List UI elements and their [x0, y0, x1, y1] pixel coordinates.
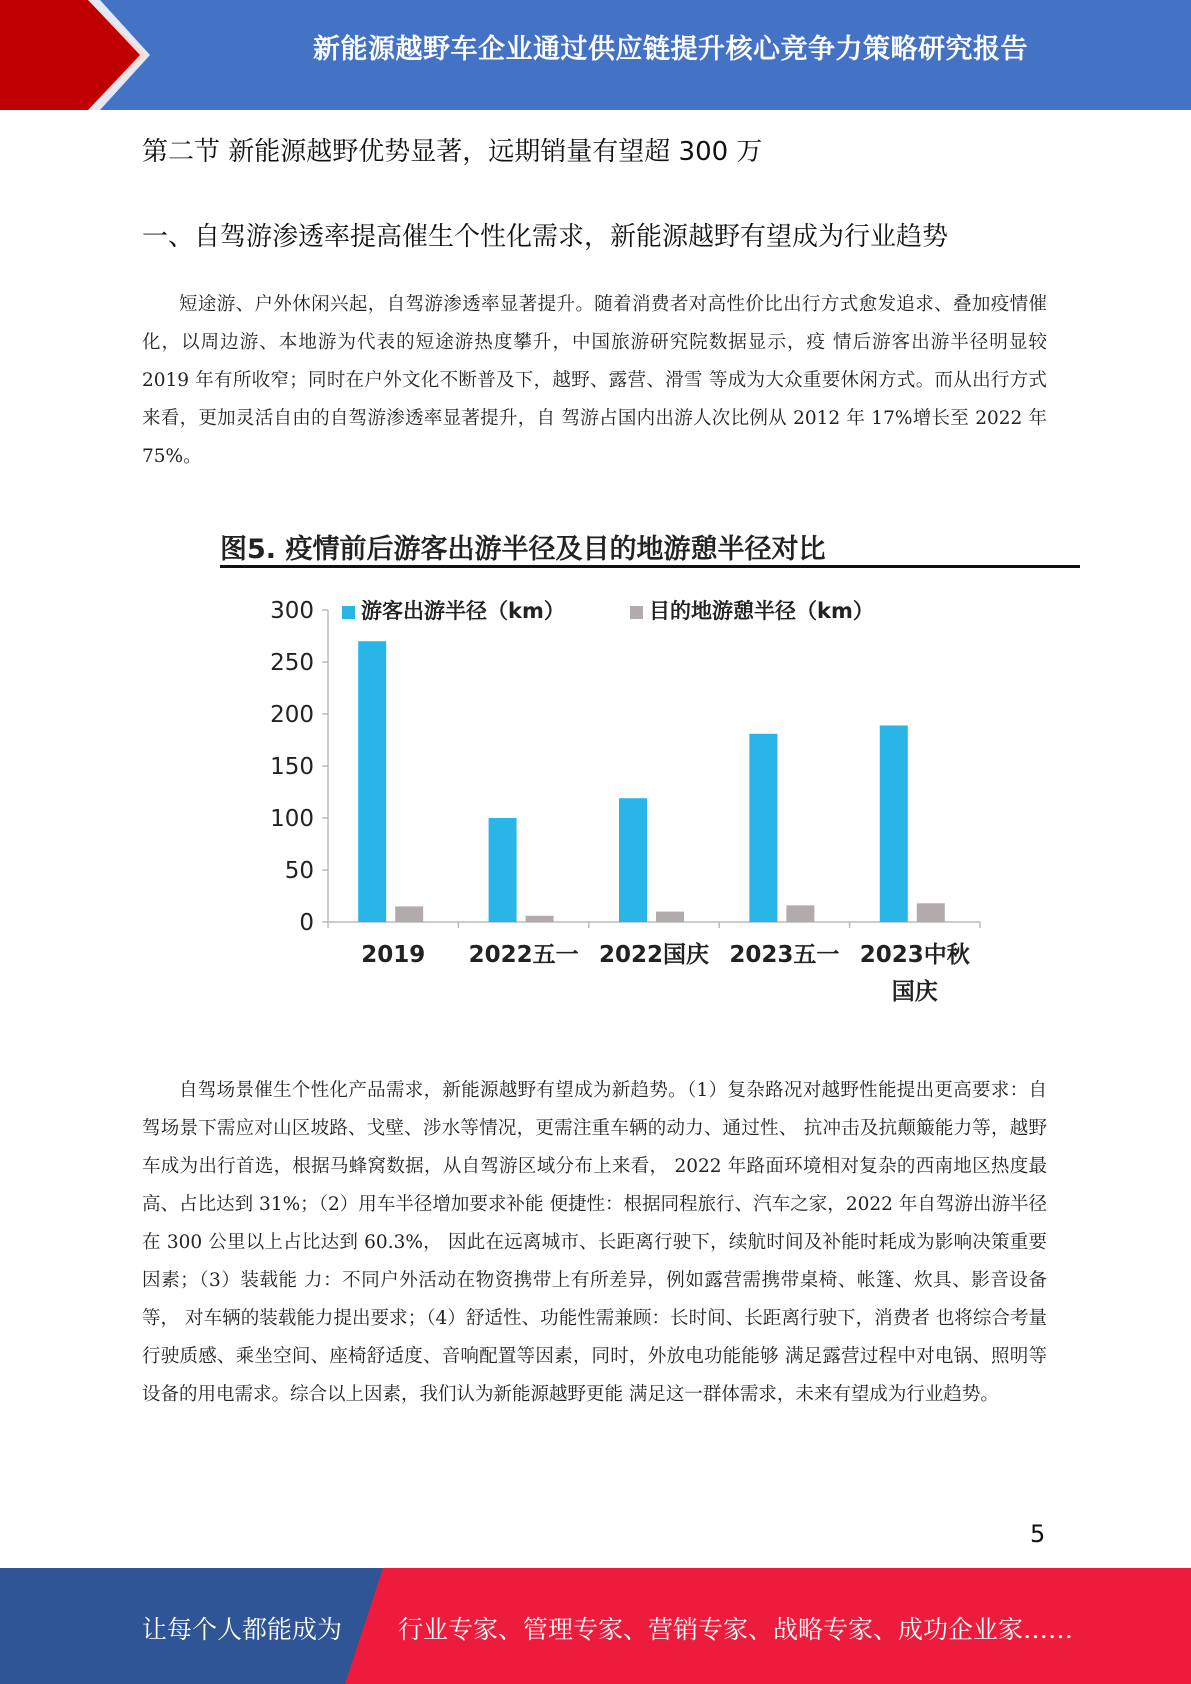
- paragraph-2: 自驾场景催生个性化产品需求，新能源越野有望成为新趋势。（1）复杂路况对越野性能提出更高要求：自驾场景下需应对山区坡路、戈壁、涉水等情况，更需注重车辆的动力、通过性、 抗冲击及抗颠簸能力等，越野车成为出行首选，根据马蜂窝数据，从自驾游区域分布上来看， 2022 年路面环境相对复杂的西南地区热度最高、占比达到 31%；（2）用车半径增加要求补能 便捷性：根据同程旅行、汽车之家，2022 年自驾游出游半径在 300 公里以上占比达到 60.3%， 因此在远离城市、长距离行驶下，续航时间及补能时耗成为影响决策重要因素；（3）装载能 力：不同户外活动在物资携带上有所差异，例如露营需携带桌椅、帐篷、炊具、影音设备等， 对车辆的装载能力提出要求；（4）舒适性、功能性需兼顾：长时间、长距离行驶下，消费者 也将综合考量行驶质感、乘坐空间、座椅舒适度、音响配置等因素，同时，外放电功能能够 满足露营过程中对电锅、照明等设备的用电需求。综合以上因素，我们认为新能源越野更能 满足这一群体需求，未来有望成为行业趋势。: [142, 1080, 1047, 1405]
- y-tick-label: 300: [270, 598, 314, 624]
- y-tick-label: 100: [270, 806, 314, 832]
- header-red-chevron: [0, 0, 150, 110]
- y-tick-label: 50: [284, 858, 314, 884]
- sub-heading: 一、自驾游渗透率提高催生个性化需求，新能源越野有望成为行业趋势: [142, 222, 949, 252]
- bar-recreation-radius: [786, 905, 814, 922]
- bar-travel-radius: [358, 641, 386, 922]
- report-title: 新能源越野车企业通过供应链提升核心竞争力策略研究报告: [313, 34, 1028, 65]
- legend-label-1: 游客出游半径（km）: [361, 599, 565, 623]
- chart-figure: [180, 515, 1100, 1015]
- page-number: 5: [1030, 1520, 1046, 1548]
- y-tick-label: 150: [270, 754, 314, 780]
- section-heading: 第二节 新能源越野优势显著，远期销量有望超 300 万: [142, 137, 763, 167]
- bar-chart: [180, 515, 1100, 1015]
- legend-label-2: 目的地游憩半径（km）: [649, 599, 874, 623]
- footer-slogan-left: 让每个人都能成为: [142, 1615, 343, 1644]
- bar-travel-radius: [749, 734, 777, 922]
- x-tick-label: 国庆: [891, 979, 938, 1005]
- chart-title: 图5. 疫情前后游客出游半径及目的地游憩半径对比: [220, 534, 826, 565]
- x-tick-label: 2022五一: [468, 942, 579, 968]
- x-tick-label: 2022国庆: [598, 942, 710, 968]
- bar-recreation-radius: [395, 906, 423, 922]
- paragraph-1: 短途游、户外休闲兴起，自驾游渗透率显著提升。随着消费者对高性价比出行方式愈发追求、叠加疫情催化，以周边游、本地游为代表的短途游热度攀升，中国旅游研究院数据显示，疫 情后游客出游半径明显较 2019 年有所收窄；同时在户外文化不断普及下，越野、露营、滑雪 等成为大众重要休闲方式。而从出行方式来看，更加灵活自由的自驾游渗透率显著提升，自 驾游占国内出游人次比例从 2012 年 17%增长至 2022 年 75%。: [142, 294, 1047, 467]
- bar-recreation-radius: [917, 903, 945, 922]
- y-tick-label: 0: [299, 910, 314, 936]
- bar-travel-radius: [619, 798, 647, 922]
- bar-travel-radius: [489, 818, 517, 922]
- bar-travel-radius: [880, 725, 908, 922]
- x-tick-label: 2023五一: [729, 942, 840, 968]
- bar-recreation-radius: [656, 912, 684, 922]
- y-tick-label: 250: [270, 650, 314, 676]
- bar-recreation-radius: [526, 916, 554, 922]
- x-tick-label: 2019: [361, 942, 426, 968]
- page-header: [0, 0, 1191, 110]
- footer-slogan-right: 行业专家、管理专家、营销专家、战略专家、成功企业家……: [398, 1615, 1074, 1644]
- y-tick-label: 200: [270, 702, 314, 728]
- x-tick-label: 2023中秋: [859, 942, 970, 968]
